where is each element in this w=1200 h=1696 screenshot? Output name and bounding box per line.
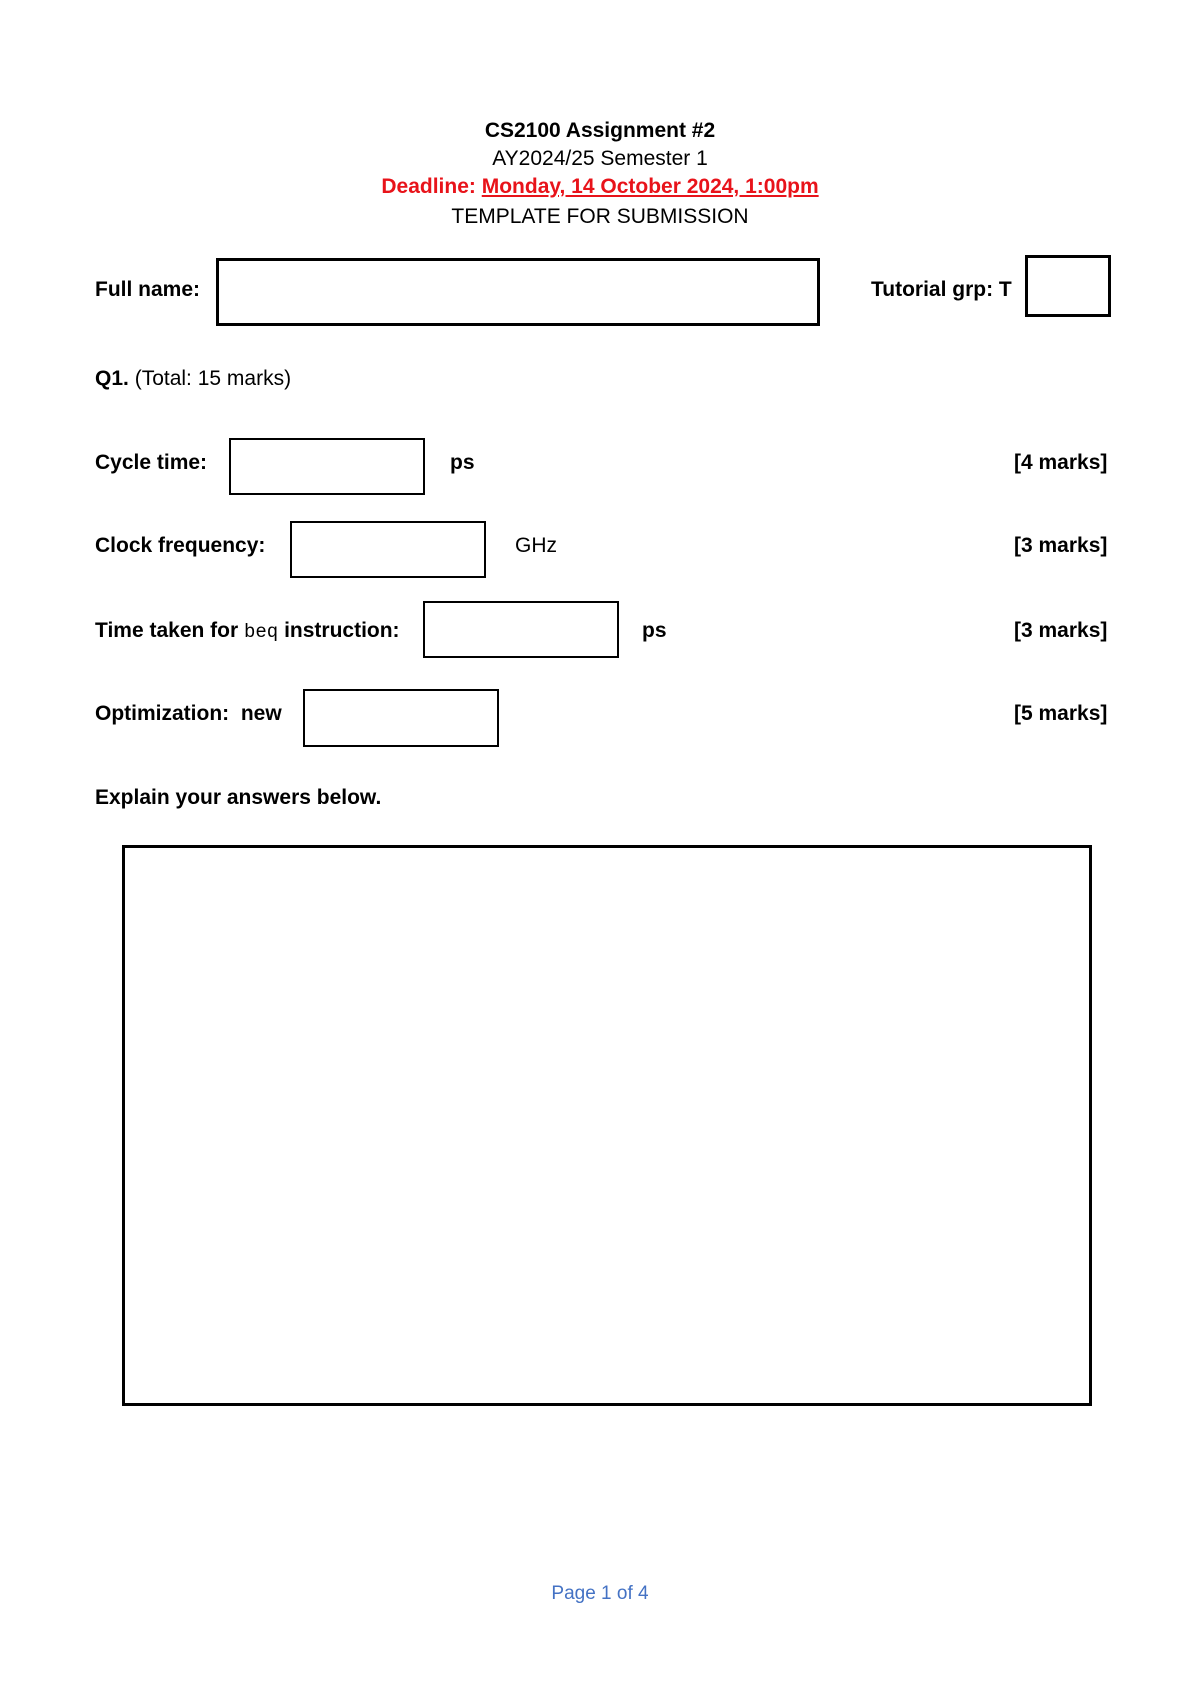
full-name-field[interactable]	[216, 258, 820, 326]
q1-heading	[95, 365, 291, 393]
template-note: TEMPLATE FOR SUBMISSION	[451, 205, 749, 228]
beq-time-unit: ps	[642, 619, 667, 642]
clock-frequency-unit: GHz	[515, 534, 557, 557]
optimization-field[interactable]	[303, 689, 499, 747]
cycle-time-unit: ps	[450, 451, 475, 474]
cycle-time-marks: [4 marks]	[1014, 451, 1108, 474]
cycle-time-label: Cycle time:	[95, 451, 208, 474]
full-name-label: Full name:	[95, 278, 201, 301]
q1-number: Q1.	[95, 367, 129, 390]
beq-time-field[interactable]	[423, 601, 619, 658]
deadline-line	[0, 173, 1200, 201]
cycle-time-field[interactable]	[229, 438, 425, 495]
explain-label: Explain your answers below.	[95, 786, 382, 809]
beq-label-prefix: Time taken for	[95, 619, 239, 642]
clock-frequency-marks: [3 marks]	[1014, 534, 1108, 557]
clock-frequency-field[interactable]	[290, 521, 486, 578]
tutorial-group-label: Tutorial grp: T	[871, 278, 1012, 301]
optimization-label: Optimization: new	[95, 702, 282, 725]
deadline-value: Monday, 14 October 2024, 1:00pm	[481, 175, 819, 198]
tutorial-group-field[interactable]	[1025, 255, 1111, 317]
semester-line: AY2024/25 Semester 1	[492, 147, 708, 170]
deadline-label: Deadline:	[381, 175, 476, 198]
beq-code: beq	[244, 621, 279, 643]
beq-time-marks: [3 marks]	[1014, 619, 1108, 642]
beq-time-label	[95, 617, 400, 646]
optimization-marks: [5 marks]	[1014, 702, 1108, 725]
explanation-textarea[interactable]	[122, 845, 1092, 1406]
q1-total: (Total: 15 marks)	[134, 367, 292, 390]
page-number: Page 1 of 4	[551, 1583, 649, 1604]
assignment-title: CS2100 Assignment #2	[484, 119, 716, 142]
clock-frequency-label: Clock frequency:	[95, 534, 266, 557]
beq-label-suffix: instruction:	[284, 619, 400, 642]
